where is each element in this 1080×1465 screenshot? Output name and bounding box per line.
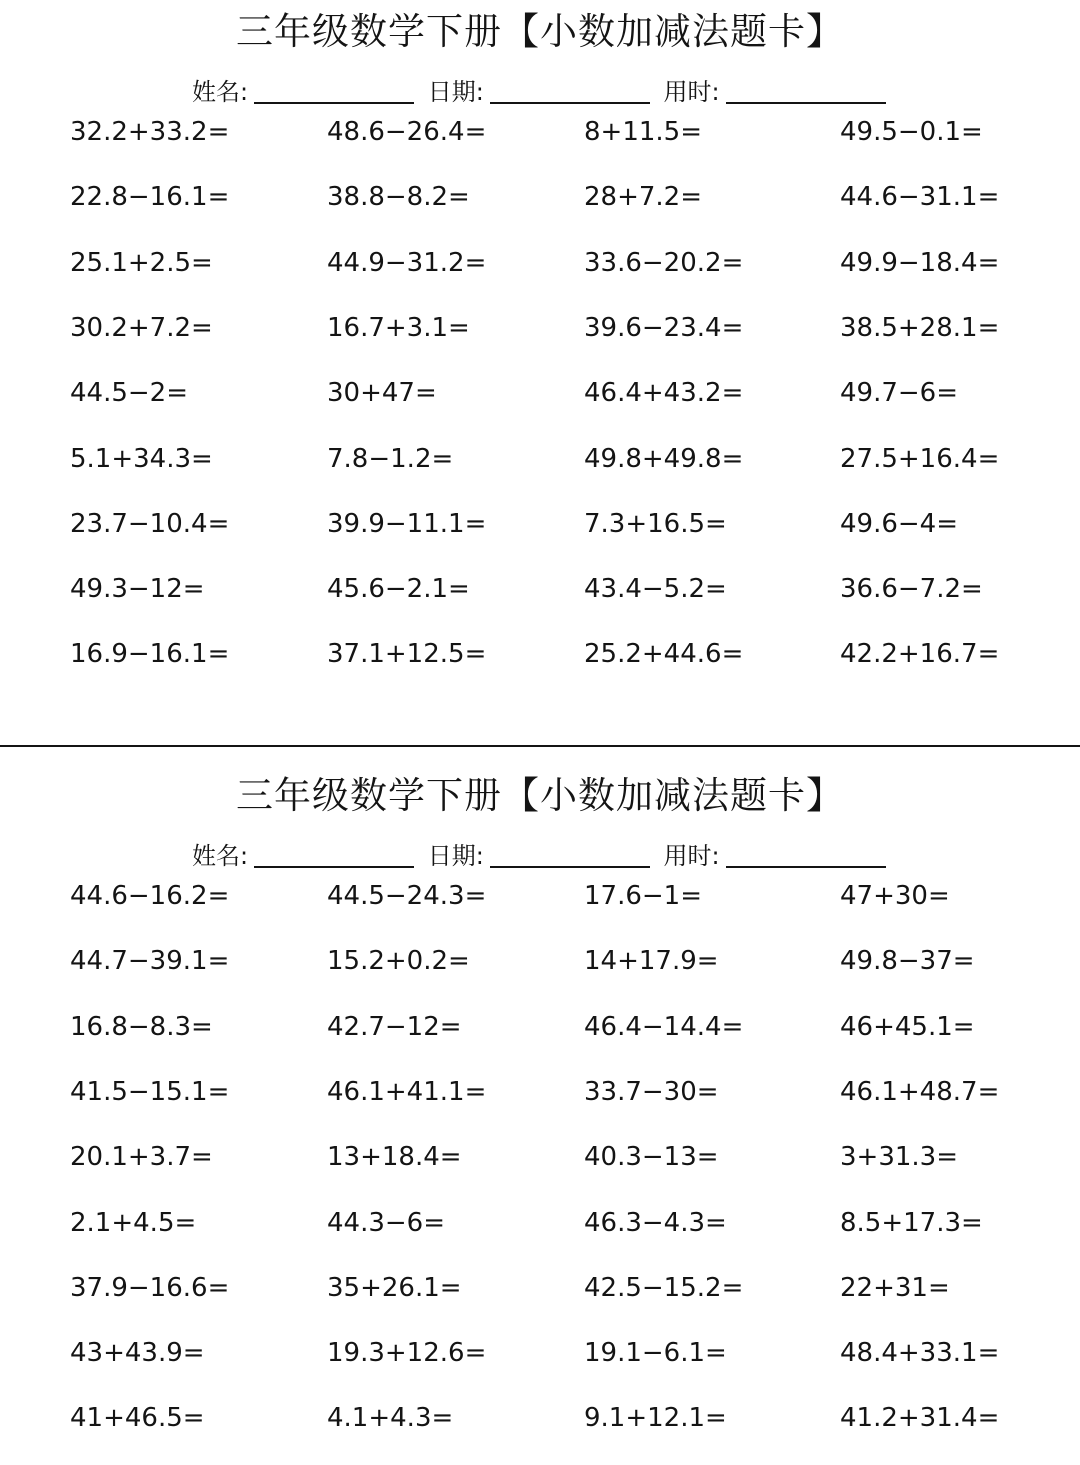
worksheet-title: 三年级数学下册【小数加减法题卡】 — [236, 10, 844, 53]
arithmetic-problem: 42.5−15.2= — [584, 1272, 744, 1303]
time-field[interactable] — [663, 838, 885, 873]
arithmetic-problem: 22.8−16.1= — [70, 182, 230, 213]
arithmetic-problem: 44.5−2= — [70, 378, 189, 409]
arithmetic-problem: 49.7−6= — [840, 378, 959, 409]
arithmetic-problem: 8+11.5= — [584, 117, 703, 147]
arithmetic-problem: 17.6−1= — [584, 881, 703, 911]
arithmetic-problem: 14+17.9= — [584, 946, 719, 977]
arithmetic-problem: 20.1+3.7= — [70, 1142, 213, 1173]
date-label: 日期: — [427, 842, 484, 870]
arithmetic-problem: 16.9−16.1= — [70, 639, 230, 670]
time-blank-line[interactable] — [726, 78, 886, 104]
arithmetic-problem: 16.7+3.1= — [327, 312, 470, 343]
name-blank-line[interactable] — [254, 78, 414, 104]
time-label: 用时: — [663, 842, 720, 870]
arithmetic-problem: 15.2+0.2= — [327, 946, 470, 977]
arithmetic-problem: 42.2+16.7= — [840, 639, 1000, 670]
arithmetic-problem: 28+7.2= — [584, 182, 703, 213]
arithmetic-problem: 2.1+4.5= — [70, 1207, 197, 1238]
date-field[interactable] — [428, 838, 650, 873]
arithmetic-problem: 37.1+12.5= — [327, 639, 487, 670]
arithmetic-problem: 46.4−14.4= — [584, 1011, 744, 1042]
arithmetic-problem: 40.3−13= — [584, 1142, 719, 1173]
arithmetic-problem: 27.5+16.4= — [840, 443, 1000, 474]
arithmetic-problem: 44.5−24.3= — [327, 881, 487, 911]
arithmetic-problem: 37.9−16.6= — [70, 1272, 230, 1303]
arithmetic-problem: 45.6−2.1= — [327, 574, 470, 605]
arithmetic-problem: 39.6−23.4= — [584, 312, 744, 343]
arithmetic-problem: 46.1+41.1= — [327, 1076, 487, 1107]
arithmetic-problem: 49.3−12= — [70, 574, 205, 605]
student-info-fields — [192, 74, 892, 108]
arithmetic-problem: 46.4+43.2= — [584, 378, 744, 409]
page-divider — [0, 745, 1080, 747]
time-blank-line[interactable] — [726, 842, 886, 868]
worksheet-title: 三年级数学下册【小数加减法题卡】 — [236, 774, 844, 817]
arithmetic-problem: 7.3+16.5= — [584, 508, 727, 539]
arithmetic-problem: 8.5+17.3= — [840, 1207, 983, 1238]
arithmetic-problem: 38.8−8.2= — [327, 182, 470, 213]
date-label: 日期: — [427, 78, 484, 106]
arithmetic-problem: 9.1+12.1= — [584, 1403, 727, 1434]
arithmetic-problem: 44.6−16.2= — [70, 881, 230, 911]
name-label: 姓名: — [192, 78, 249, 106]
time-field[interactable] — [663, 74, 885, 109]
arithmetic-problem: 19.1−6.1= — [584, 1338, 727, 1369]
arithmetic-problem: 4.1+4.3= — [327, 1403, 454, 1434]
arithmetic-problem: 44.3−6= — [327, 1207, 446, 1238]
name-label: 姓名: — [192, 842, 249, 870]
date-blank-line[interactable] — [490, 842, 650, 868]
arithmetic-problem: 16.8−8.3= — [70, 1011, 213, 1042]
arithmetic-problem: 49.6−4= — [840, 508, 959, 539]
arithmetic-problem: 41.2+31.4= — [840, 1403, 1000, 1434]
arithmetic-problem: 43+43.9= — [70, 1338, 205, 1369]
name-field[interactable] — [192, 74, 414, 109]
arithmetic-problem: 25.2+44.6= — [584, 639, 744, 670]
arithmetic-problem: 43.4−5.2= — [584, 574, 727, 605]
arithmetic-problem: 47+30= — [840, 881, 950, 911]
arithmetic-problem: 3+31.3= — [840, 1142, 959, 1173]
arithmetic-problem: 49.9−18.4= — [840, 247, 1000, 278]
arithmetic-problem: 44.7−39.1= — [70, 946, 230, 977]
arithmetic-problem: 46+45.1= — [840, 1011, 975, 1042]
date-field[interactable] — [428, 74, 650, 109]
arithmetic-problem: 35+26.1= — [327, 1272, 462, 1303]
arithmetic-problem: 19.3+12.6= — [327, 1338, 487, 1369]
time-label: 用时: — [663, 78, 720, 106]
arithmetic-problem: 22+31= — [840, 1272, 950, 1303]
arithmetic-problem: 49.8+49.8= — [584, 443, 744, 474]
arithmetic-problem: 30+47= — [327, 378, 437, 409]
arithmetic-problem: 46.1+48.7= — [840, 1076, 1000, 1107]
arithmetic-problem: 5.1+34.3= — [70, 443, 213, 474]
arithmetic-problem: 39.9−11.1= — [327, 508, 487, 539]
arithmetic-problem: 7.8−1.2= — [327, 443, 454, 474]
date-blank-line[interactable] — [490, 78, 650, 104]
name-blank-line[interactable] — [254, 842, 414, 868]
arithmetic-problem: 33.6−20.2= — [584, 247, 744, 278]
arithmetic-problem: 48.4+33.1= — [840, 1338, 1000, 1369]
arithmetic-problem: 46.3−4.3= — [584, 1207, 727, 1238]
arithmetic-problem: 41+46.5= — [70, 1403, 205, 1434]
student-info-fields — [192, 838, 892, 872]
arithmetic-problem: 25.1+2.5= — [70, 247, 213, 278]
arithmetic-problem: 48.6−26.4= — [327, 117, 487, 147]
arithmetic-problem: 13+18.4= — [327, 1142, 462, 1173]
arithmetic-problem: 49.5−0.1= — [840, 117, 983, 147]
arithmetic-problem: 49.8−37= — [840, 946, 975, 977]
arithmetic-problem: 42.7−12= — [327, 1011, 462, 1042]
arithmetic-problem: 41.5−15.1= — [70, 1076, 230, 1107]
arithmetic-problem: 38.5+28.1= — [840, 312, 1000, 343]
arithmetic-problem: 44.6−31.1= — [840, 182, 1000, 213]
arithmetic-problem: 23.7−10.4= — [70, 508, 230, 539]
arithmetic-problem: 44.9−31.2= — [327, 247, 487, 278]
name-field[interactable] — [192, 838, 414, 873]
arithmetic-problem: 36.6−7.2= — [840, 574, 983, 605]
arithmetic-problem: 33.7−30= — [584, 1076, 719, 1107]
arithmetic-problem: 32.2+33.2= — [70, 117, 230, 147]
arithmetic-problem: 30.2+7.2= — [70, 312, 213, 343]
